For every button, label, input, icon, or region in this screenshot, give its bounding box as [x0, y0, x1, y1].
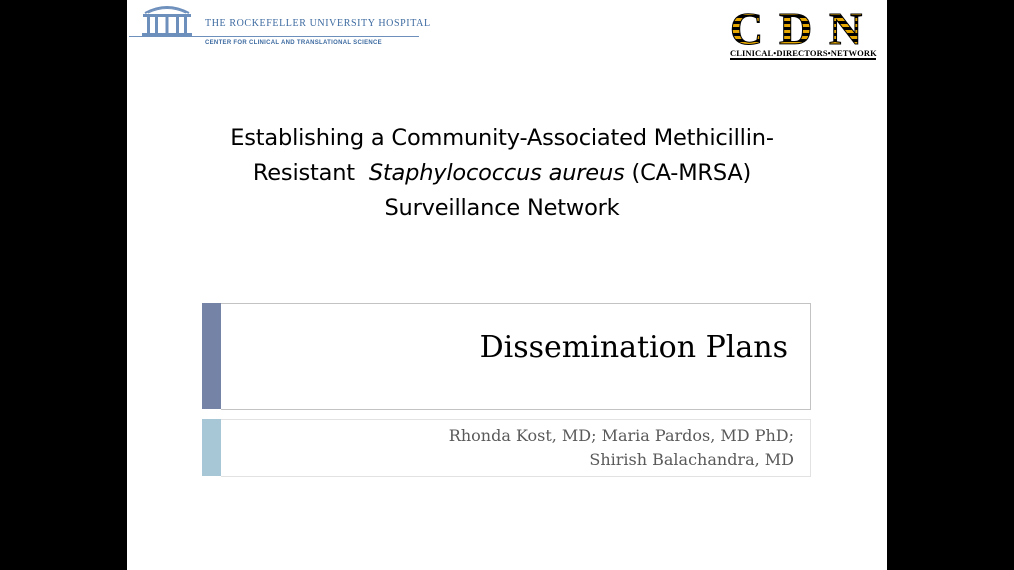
svg-text:N: N	[829, 6, 863, 46]
title-line-2-suffix: (CA-MRSA)	[624, 160, 752, 186]
subtitle-accent-bar	[202, 303, 221, 409]
authors-accent-bar	[202, 419, 221, 476]
building-colonnade-icon	[139, 3, 195, 39]
subtitle-box	[221, 303, 811, 410]
rockefeller-divider	[129, 36, 419, 37]
cdn-underline	[730, 58, 876, 60]
cdn-subtitle: CLINICAL•DIRECTORS•NETWORK	[730, 48, 877, 58]
subtitle-text: Dissemination Plans	[479, 330, 788, 365]
title-line-3: Surveillance Network	[384, 195, 620, 221]
title-line-2-prefix: Resistant	[252, 160, 369, 186]
svg-text:C: C	[730, 6, 764, 46]
cdn-letters-logo	[730, 6, 876, 46]
title-line-1: Establishing a Community-Associated Methicillin-	[230, 125, 774, 151]
authors-box	[221, 419, 811, 477]
slide-title	[157, 121, 847, 226]
rockefeller-subtitle: CENTER FOR CLINICAL AND TRANSLATIONAL SCIENCE	[205, 40, 382, 46]
cdn-logo	[730, 6, 876, 62]
slide	[127, 0, 887, 570]
svg-text:D: D	[779, 6, 813, 46]
authors-line-2: Shirish Balachandra, MD	[589, 450, 794, 469]
rockefeller-logo	[129, 3, 431, 49]
title-organism-name: Staphylococcus aureus	[368, 160, 625, 186]
title-line-2	[157, 156, 847, 191]
authors	[449, 424, 794, 472]
authors-line-1: Rhonda Kost, MD; Maria Pardos, MD PhD;	[448, 426, 794, 445]
rockefeller-name: THE ROCKEFELLER UNIVERSITY HOSPITAL	[205, 18, 431, 29]
